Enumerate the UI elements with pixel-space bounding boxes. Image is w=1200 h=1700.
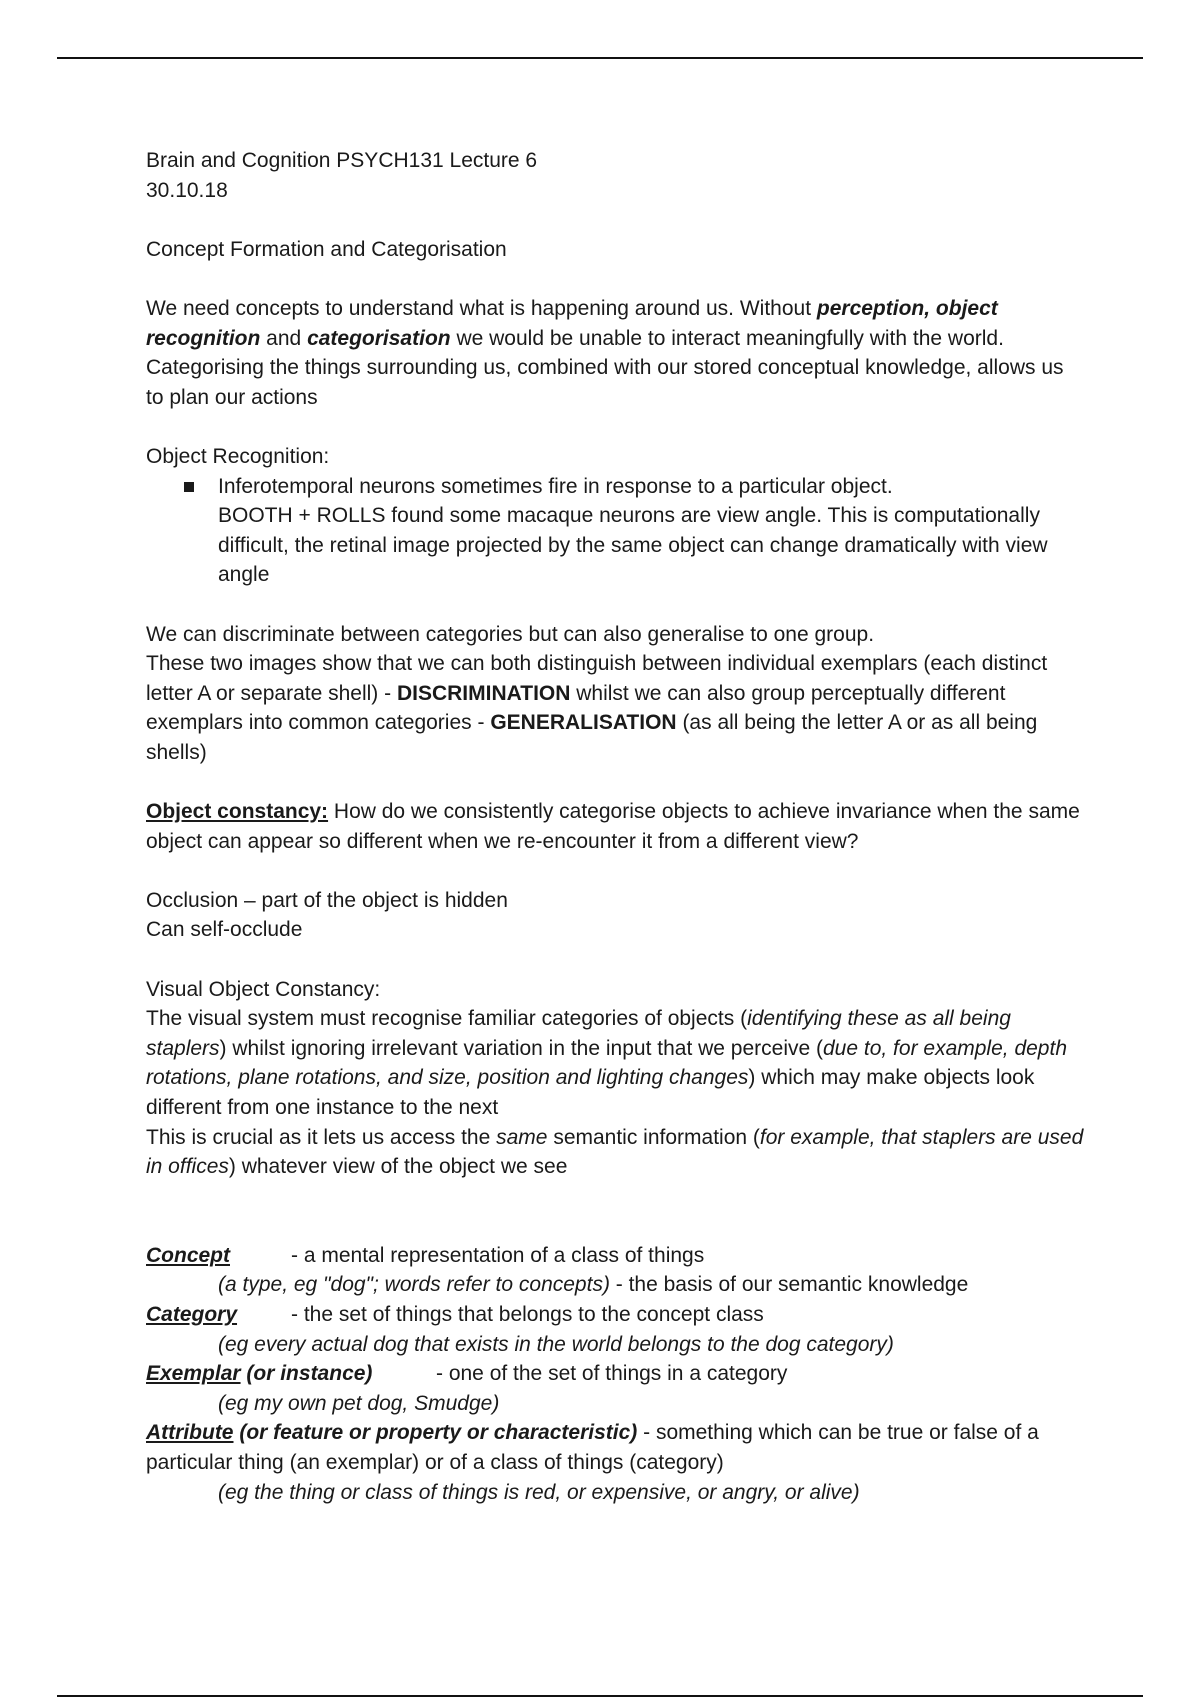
document-title: Concept Formation and Categorisation bbox=[146, 237, 507, 261]
lecture-date: 30.10.18 bbox=[146, 178, 228, 202]
definition-note: (a type, eg "dog"; words refer to concepts) - the basis of our semantic knowledge bbox=[218, 1273, 969, 1297]
definition-note: (eg every actual dog that exists in the world belongs to the dog category) bbox=[218, 1332, 894, 1356]
object-constancy-paragraph: Object constancy: How do we consistently categorise objects to achieve invariance when the same object can appear so different when we re-encounter it from a different view? bbox=[146, 800, 1080, 853]
definitions-section bbox=[146, 1241, 1086, 1507]
visual-object-constancy-paragraph-1: The visual system must recognise familiar categories of objects (identifying these as all being staplers) whilst ignoring irrelevant variation in the input that we perceive (due to, for example, depth rotations, plane rotations, and size, position and lighting changes) which may make objects look different from one instance to the next bbox=[146, 1007, 1067, 1119]
document-body bbox=[146, 146, 1086, 1507]
list-item: Inferotemporal neurons sometimes fire in response to a particular object. BOOTH + ROLLS found some macaque neurons are view angle. This is computationally difficult, the retinal image projected by the same object can change dramatically with view angle bbox=[218, 472, 1086, 590]
occlusion-line-1: Occlusion – part of the object is hidden bbox=[146, 888, 508, 912]
bottom-rule bbox=[57, 1695, 1143, 1697]
visual-object-constancy-paragraph-2: This is crucial as it lets us access the same semantic information (for example, that staplers are used in offices) whatever view of the object we see bbox=[146, 1125, 1084, 1179]
definition-note: (eg my own pet dog, Smudge) bbox=[218, 1391, 500, 1415]
visual-object-constancy-heading: Visual Object Constancy: bbox=[146, 977, 381, 1001]
occlusion-line-2: Can self-occlude bbox=[146, 918, 303, 942]
definition-concept: Concept - a mental representation of a class of things bbox=[146, 1243, 705, 1267]
definition-note: (eg the thing or class of things is red, or expensive, or angry, or alive) bbox=[218, 1480, 860, 1504]
top-rule bbox=[57, 57, 1143, 59]
object-recognition-heading: Object Recognition: bbox=[146, 444, 330, 468]
definition-term: Attribute (or feature or property or characteristic) bbox=[146, 1421, 638, 1445]
definition-category: Category - the set of things that belongs to the concept class bbox=[146, 1302, 764, 1326]
definition-attribute: Attribute (or feature or property or characteristic) - something which can be true or false of a particular thing (an exemplar) or of a class of things (category) bbox=[146, 1421, 1039, 1474]
course-line: Brain and Cognition PSYCH131 Lecture 6 bbox=[146, 149, 538, 172]
square-bullet-icon bbox=[184, 482, 194, 492]
definition-term: Category bbox=[146, 1302, 238, 1326]
discrimination-paragraph-2: These two images show that we can both distinguish between individual exemplars (each distinct letter A or separate shell) - DISCRIMINATION whilst we can also group perceptually different exemplars into common categories - GENERALISATION (as all being the letter A or as all being shells) bbox=[146, 652, 1048, 764]
definition-term: Exemplar (or instance) bbox=[146, 1362, 373, 1386]
intro-paragraph: We need concepts to understand what is happening around us. Without perception, object recognition and categorisation we would be unable to interact meaningfully with the world. bbox=[146, 296, 1004, 350]
object-recognition-list bbox=[146, 472, 1086, 590]
definition-term: Concept bbox=[146, 1243, 230, 1267]
discrimination-paragraph-1: We can discriminate between categories but can also generalise to one group. bbox=[146, 622, 875, 646]
object-constancy-label: Object constancy: bbox=[146, 800, 329, 824]
definition-exemplar: Exemplar (or instance) - one of the set of things in a category bbox=[146, 1362, 788, 1386]
intro-paragraph-2: Categorising the things surrounding us, combined with our stored conceptual knowledge, allows us to plan our actions bbox=[146, 356, 1064, 409]
